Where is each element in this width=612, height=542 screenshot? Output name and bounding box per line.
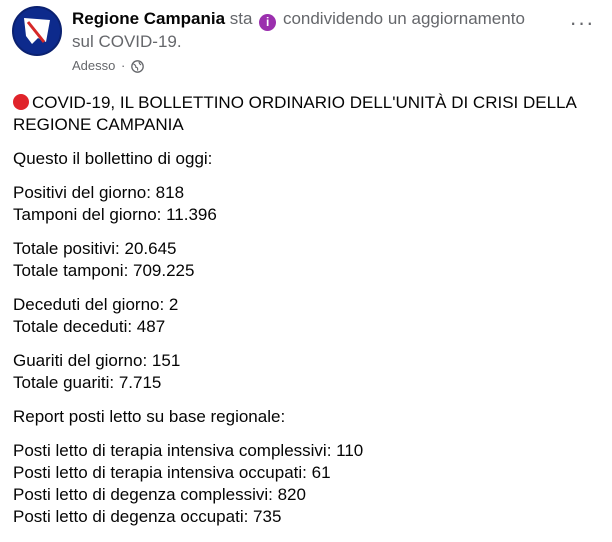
author-line [72, 8, 532, 53]
author-name[interactable]: Regione Campania [72, 9, 226, 28]
verb-suffix: condividendo un aggiornamento sul COVID-19. [72, 9, 525, 51]
beds-paragraph [13, 440, 600, 528]
beds-intro-paragraph [13, 406, 600, 428]
meta-separator: · [121, 58, 126, 73]
total-positives: Totale positivi: 20.645 [13, 239, 177, 258]
beds-intro: Report posti letto su base regionale: [13, 407, 286, 426]
info-icon: i [259, 14, 276, 31]
swabs-day: Tamponi del giorno: 11.396 [13, 205, 217, 224]
intro-paragraph [13, 148, 600, 170]
deaths-day: Deceduti del giorno: 2 [13, 295, 179, 314]
verb-prefix: sta [229, 9, 253, 28]
icu-total: Posti letto di terapia intensiva complessivi: 110 [13, 441, 364, 460]
post-header [12, 6, 600, 78]
ellipsis-icon: ··· [569, 10, 595, 35]
total-deaths: Totale deceduti: 487 [13, 317, 166, 336]
post-meta [72, 58, 532, 77]
author-block [72, 8, 532, 77]
totals-paragraph [13, 238, 600, 282]
timestamp[interactable]: Adesso [72, 58, 116, 73]
title-text: COVID-19, IL BOLLETTINO ORDINARIO DELL'UNITÀ DI CRISI DELLA REGIONE CAMPANIA [13, 93, 576, 134]
total-swabs: Totale tamponi: 709.225 [13, 261, 195, 280]
deaths-paragraph [13, 294, 600, 338]
recovered-day: Guariti del giorno: 151 [13, 351, 181, 370]
recovered-paragraph [13, 350, 600, 394]
regione-campania-logo-icon [14, 8, 60, 54]
total-recovered: Totale guariti: 7.715 [13, 373, 162, 392]
ward-total: Posti letto di degenza complessivi: 820 [13, 485, 306, 504]
positives-day: Positivi del giorno: 818 [13, 183, 185, 202]
intro-text: Questo il bollettino di oggi: [13, 149, 213, 168]
ward-occupied: Posti letto di degenza occupati: 735 [13, 507, 282, 526]
avatar[interactable] [12, 6, 62, 56]
globe-icon[interactable] [131, 60, 144, 77]
daily-paragraph [13, 182, 600, 226]
post-title [13, 92, 600, 136]
more-options-button[interactable] [568, 10, 596, 38]
icu-occupied: Posti letto di terapia intensiva occupati: 61 [13, 463, 331, 482]
post-body [13, 92, 600, 528]
red-circle-icon [13, 94, 29, 110]
